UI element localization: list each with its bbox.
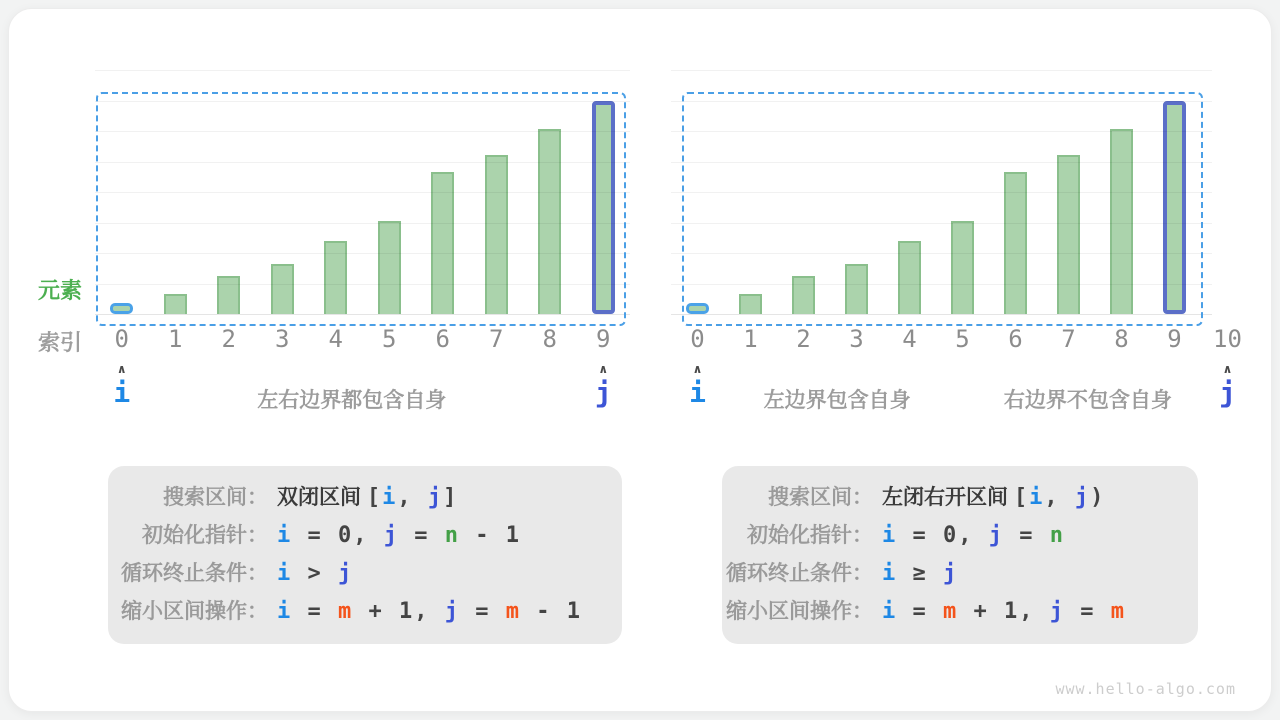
index-label: 7: [1061, 325, 1076, 353]
bar-slot: [416, 70, 470, 314]
pointer-i: i: [113, 376, 131, 409]
bar-slot: [1201, 70, 1254, 314]
bar-slot: [256, 70, 310, 314]
code-token: j: [338, 561, 354, 586]
code-token: ): [1090, 485, 1106, 510]
index-label: 6: [1008, 325, 1023, 353]
panel-closed-interval: [95, 70, 630, 670]
bar-slot: [1148, 70, 1201, 314]
bar-0: [686, 303, 709, 314]
code-token: =: [1064, 599, 1111, 624]
index-label: 8: [542, 325, 557, 353]
code-token: ]: [443, 485, 459, 510]
code-token: n: [1049, 523, 1065, 548]
x-axis-label: 索引: [37, 330, 82, 355]
box-row-content: [277, 555, 353, 593]
code-token: =: [292, 599, 338, 624]
index-row: [95, 314, 630, 364]
bar-chart: [671, 70, 1254, 314]
box-row: [108, 593, 622, 631]
code-token: + 1,: [353, 599, 445, 624]
box-row-content: [277, 593, 582, 631]
watermark-url: www.hello-algo.com: [1055, 680, 1236, 698]
box-row: [722, 555, 1198, 593]
index-label: 1: [743, 325, 758, 353]
code-token: m: [338, 599, 354, 624]
bar-slot: [95, 70, 149, 314]
caret-j: ∧: [1222, 362, 1233, 376]
bar-5: [378, 221, 401, 314]
box-row-content: [882, 479, 1105, 517]
pointer-i: i: [689, 376, 706, 409]
box-row: [108, 555, 622, 593]
caret-j: ∧: [598, 362, 609, 376]
bar-slot: [989, 70, 1042, 314]
caret-i: ∧: [116, 362, 127, 376]
index-label: 2: [796, 325, 811, 353]
code-token: j: [1049, 599, 1065, 624]
index-label: 6: [435, 325, 450, 353]
box-row-label: 缩小区间操作：: [121, 600, 268, 623]
code-token: j: [444, 599, 460, 624]
code-token: =: [459, 599, 506, 624]
index-label: 4: [902, 325, 917, 353]
code-token: i: [882, 599, 898, 624]
interval-caption: 左边界包含自身: [763, 389, 911, 412]
pointer-row: [95, 362, 630, 426]
index-label: 9: [1167, 325, 1182, 353]
code-token: [: [1013, 485, 1030, 510]
bar-slot: [883, 70, 936, 314]
bar-slot: [724, 70, 777, 314]
code-token: ,: [1044, 485, 1075, 510]
code-token: m: [505, 599, 521, 624]
panel-half-open-interval: [671, 70, 1254, 670]
code-token: - 1: [459, 523, 521, 548]
code-token: 左闭右开区间: [882, 486, 1014, 509]
index-label: 7: [489, 325, 504, 353]
bar-4: [898, 241, 921, 314]
code-token: j: [1074, 485, 1091, 510]
code-token: - 1: [520, 599, 582, 624]
code-token: =: [398, 523, 445, 548]
bar-9: [592, 101, 615, 315]
index-label: 0: [690, 325, 705, 353]
code-token: i: [1029, 485, 1045, 510]
index-label: 4: [328, 325, 343, 353]
code-token: + 1,: [958, 599, 1050, 624]
bar-slot: [671, 70, 724, 314]
bar-slot: [470, 70, 524, 314]
box-row-label: 缩小区间操作：: [726, 600, 873, 623]
code-token: 双闭区间: [277, 486, 367, 509]
code-token: i: [277, 599, 293, 624]
code-token: m: [1110, 599, 1126, 624]
interval-caption: 右边界不包含自身: [1003, 389, 1172, 412]
bar-slot: [936, 70, 989, 314]
code-token: i: [882, 523, 898, 548]
index-label: 1: [168, 325, 183, 353]
box-row-label: 初始化指针：: [747, 524, 873, 547]
bar-8: [1110, 129, 1133, 314]
bar-slot: [1042, 70, 1095, 314]
bar-1: [739, 294, 762, 314]
bar-7: [485, 155, 508, 314]
code-token: j: [988, 523, 1004, 548]
bar-7: [1057, 155, 1080, 314]
code-token: i: [882, 561, 898, 586]
interval-caption: 左右边界都包含自身: [257, 389, 447, 412]
bar-6: [431, 172, 454, 314]
bar-slot: [202, 70, 256, 314]
bar-slot: [363, 70, 417, 314]
code-token: >: [292, 561, 338, 586]
box-row-content: [882, 517, 1065, 555]
code-token: ,: [397, 485, 428, 510]
code-token: = 0,: [292, 523, 384, 548]
box-row-label: 初始化指针：: [142, 524, 268, 547]
bar-3: [845, 264, 868, 314]
index-label: 3: [849, 325, 864, 353]
box-row: [722, 517, 1198, 555]
box-row-content: [882, 593, 1126, 631]
box-row-label: 循环终止条件：: [726, 562, 873, 585]
info-box: [722, 466, 1198, 644]
pointer-j: j: [1219, 376, 1236, 409]
index-label: 8: [1114, 325, 1129, 353]
pointer-j: j: [594, 376, 612, 409]
code-token: i: [277, 561, 293, 586]
box-row-label: 搜索区间：: [768, 486, 873, 509]
code-token: i: [277, 523, 293, 548]
index-row: [671, 314, 1254, 364]
box-row: [722, 593, 1198, 631]
code-token: =: [897, 599, 943, 624]
bar-slot: [830, 70, 883, 314]
code-token: i: [382, 485, 398, 510]
bar-slot: [777, 70, 830, 314]
pointer-row: [671, 362, 1254, 426]
bar-4: [324, 241, 347, 314]
bar-slot: [149, 70, 203, 314]
bar-1: [164, 294, 187, 314]
box-row-content: [882, 555, 958, 593]
code-token: ≥: [897, 561, 943, 586]
bar-2: [792, 276, 815, 314]
box-row-label: 循环终止条件：: [121, 562, 268, 585]
bar-5: [951, 221, 974, 314]
index-label: 3: [275, 325, 290, 353]
index-label: 5: [955, 325, 970, 353]
caret-i: ∧: [692, 362, 703, 376]
box-row-content: [277, 517, 521, 555]
code-token: m: [943, 599, 959, 624]
y-axis-label: 元素: [37, 278, 82, 303]
box-row-label: 搜索区间：: [163, 486, 268, 509]
box-row: [108, 479, 622, 517]
bar-2: [217, 276, 240, 314]
code-token: j: [427, 485, 444, 510]
bar-9: [1163, 101, 1186, 315]
code-token: =: [1003, 523, 1050, 548]
code-token: = 0,: [897, 523, 989, 548]
bar-0: [110, 303, 133, 314]
index-label: 0: [114, 325, 129, 353]
bar-slot: [1095, 70, 1148, 314]
index-label: 5: [382, 325, 397, 353]
bar-8: [538, 129, 561, 314]
code-token: j: [943, 561, 959, 586]
bar-6: [1004, 172, 1027, 314]
info-box: [108, 466, 622, 644]
index-label: 10: [1213, 325, 1242, 353]
code-token: [: [366, 485, 383, 510]
box-row: [108, 517, 622, 555]
code-token: j: [383, 523, 399, 548]
index-label: 9: [596, 325, 611, 353]
bar-3: [271, 264, 294, 314]
code-token: n: [444, 523, 460, 548]
bar-chart: [95, 70, 630, 314]
bar-slot: [577, 70, 631, 314]
bar-slot: [309, 70, 363, 314]
box-row-content: [277, 479, 458, 517]
index-label: 2: [221, 325, 236, 353]
bar-slot: [523, 70, 577, 314]
box-row: [722, 479, 1198, 517]
